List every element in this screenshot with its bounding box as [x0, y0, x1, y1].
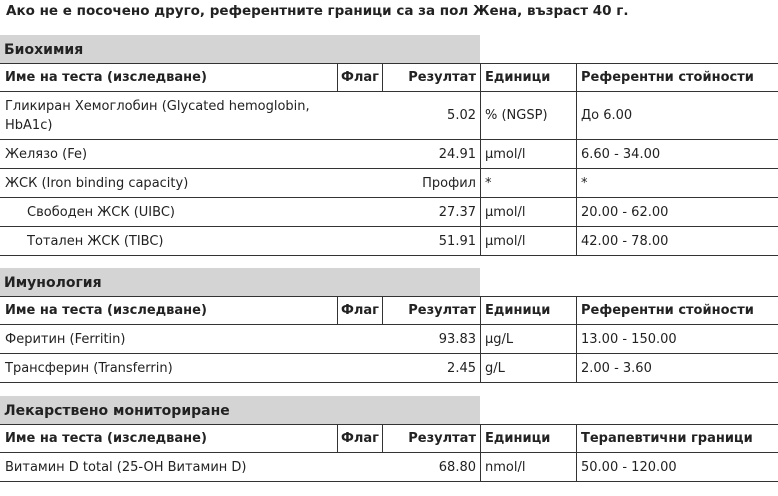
- col-header-flag: Флаг: [337, 297, 382, 324]
- units: g/L: [480, 354, 576, 382]
- col-header-ref: Референтни стойности: [576, 64, 778, 91]
- test-name: Желязо (Fe): [5, 146, 88, 162]
- flag: [337, 227, 382, 255]
- col-header-flag: Флаг: [337, 64, 382, 91]
- col-header-name: Име на теста (изследване): [5, 431, 207, 446]
- col-header-name: Име на теста (изследване): [5, 70, 207, 85]
- reference: До 6.00: [576, 92, 778, 139]
- reference: 13.00 - 150.00: [576, 325, 778, 353]
- table-row: [0, 92, 778, 140]
- test-name-line: Гликиран Хемоглобин (Glycated hemoglobin,: [5, 98, 310, 114]
- flag: [337, 140, 382, 168]
- test-name: Витамин D total (25-OH Витамин D): [5, 459, 247, 475]
- test-name: Свободен ЖСК (UIBC): [27, 204, 175, 220]
- result: Профил: [422, 175, 476, 191]
- test-name: Тотален ЖСК (TIBC): [27, 233, 164, 249]
- flag: [337, 198, 382, 226]
- table-header: [0, 296, 778, 325]
- units: % (NGSP): [480, 92, 576, 139]
- units: µmol/l: [480, 198, 576, 226]
- col-header-flag: Флаг: [337, 425, 382, 452]
- test-name: Феритин (Ferritin): [5, 331, 126, 347]
- col-header-result: Резултат: [382, 425, 480, 452]
- table-row: [0, 227, 778, 256]
- reference: 50.00 - 120.00: [576, 453, 778, 481]
- reference: 6.60 - 34.00: [576, 140, 778, 168]
- result: 93.83: [438, 331, 476, 347]
- units: µg/L: [480, 325, 576, 353]
- col-header-name: Име на теста (изследване): [5, 303, 207, 318]
- reference: 20.00 - 62.00: [576, 198, 778, 226]
- table-row: [0, 169, 778, 198]
- units: nmol/l: [480, 453, 576, 481]
- test-name: Трансферин (Transferrin): [5, 360, 173, 376]
- table-row: [0, 453, 778, 482]
- col-header-units: Единици: [480, 297, 576, 324]
- units: µmol/l: [480, 140, 576, 168]
- reference: 42.00 - 78.00: [576, 227, 778, 255]
- section-title-biochemistry: Биохимия: [0, 35, 480, 63]
- test-name-line: HbA1c): [5, 117, 53, 133]
- table-header: [0, 63, 778, 92]
- result: 5.02: [447, 108, 476, 123]
- col-header-ref: Референтни стойности: [576, 297, 778, 324]
- result: 51.91: [438, 233, 476, 249]
- test-name: [0, 92, 337, 139]
- flag: [337, 453, 382, 481]
- col-header-result: Резултат: [382, 297, 480, 324]
- col-header-ref: Терапевтични граници: [576, 425, 778, 452]
- flag: [337, 354, 382, 382]
- units: *: [480, 169, 576, 197]
- table-row: [0, 198, 778, 227]
- section-title-immunology: Имунология: [0, 268, 480, 296]
- col-header-result: Резултат: [382, 64, 480, 91]
- table-row: [0, 325, 778, 354]
- test-name: ЖСК (Iron binding capacity): [5, 175, 189, 191]
- result: 2.45: [447, 360, 476, 376]
- col-header-units: Единици: [480, 425, 576, 452]
- result: 68.80: [438, 459, 476, 475]
- flag: [337, 169, 382, 197]
- table-row: [0, 354, 778, 383]
- table-row: [0, 140, 778, 169]
- table-header: [0, 424, 778, 453]
- units: µmol/l: [480, 227, 576, 255]
- section-title-drug-monitoring: Лекарствено мониториране: [0, 396, 480, 424]
- reference: 2.00 - 3.60: [576, 354, 778, 382]
- result: 24.91: [438, 146, 476, 162]
- flag: [337, 92, 382, 139]
- result: 27.37: [438, 204, 476, 220]
- reference: *: [576, 169, 778, 197]
- page-note: Ако не е посочено друго, референтните граници са за пол Жена, възраст 40 г.: [6, 3, 629, 19]
- col-header-units: Единици: [480, 64, 576, 91]
- flag: [337, 325, 382, 353]
